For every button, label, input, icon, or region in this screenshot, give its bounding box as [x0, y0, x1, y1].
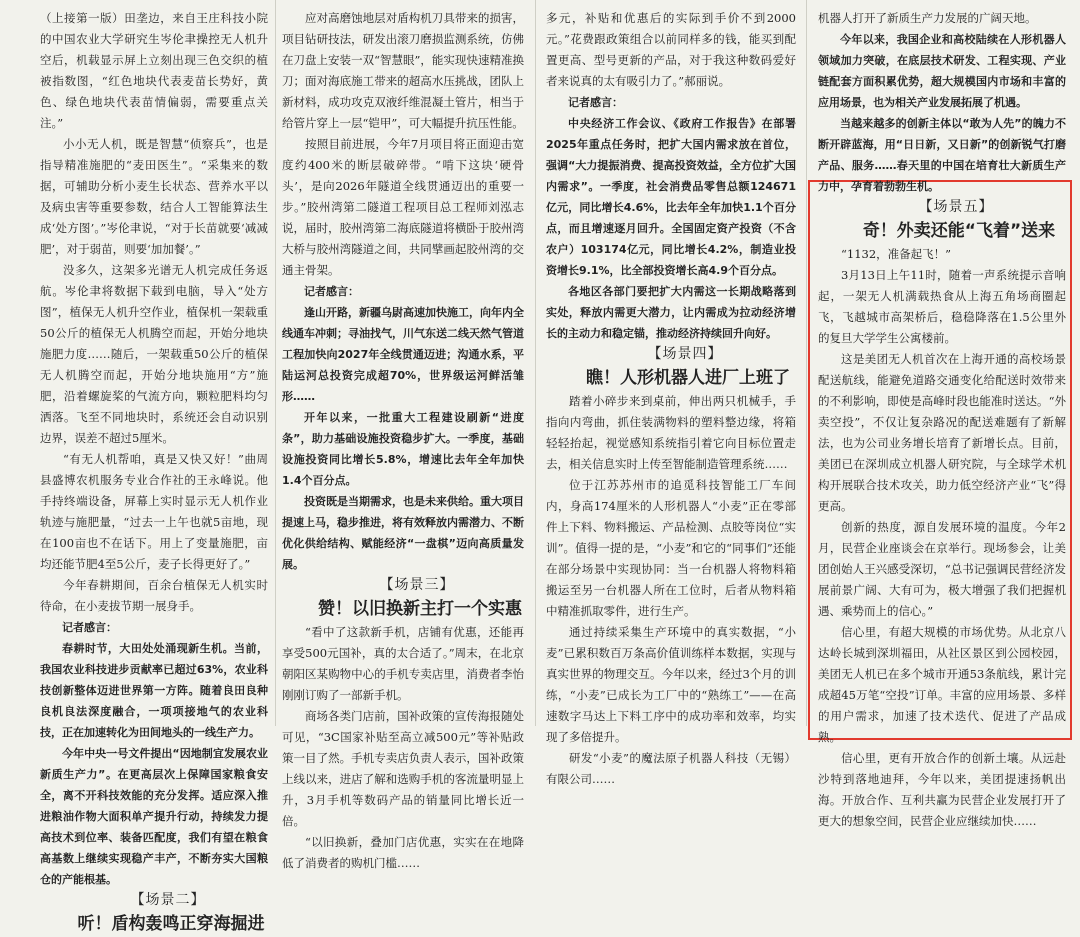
reporter-note-text: 开年以来，一批重大工程建设刷新“进度条”，助力基础设施投资稳步扩大。一季度，基础设施投资同比增长5.8%，增速比去年全年加快1.4个百分点。 [282, 411, 524, 487]
article-paragraph: “以旧换新，叠加门店优惠，实实在在地降低了消费者的购机门槛…… [282, 835, 524, 870]
article-paragraph: 按照目前进展，今年7月项目将正面迎击宽度约400米的断层破碎带。“啃下这块‘硬骨头’，是向2026年隧道全线贯通迈出的重要一步。”胶州湾第二隧道工程项目总工程师刘泓志说，届时，胶州湾第二海底隧道将横卧于胶州湾大桥与胶州湾隧道之间，共同擘画起胶州湾的交通主骨架。 [282, 137, 524, 277]
column-4 [818, 8, 1066, 828]
column-1 [40, 8, 268, 934]
article-paragraph: 商场各类门店前，国补政策的宣传海报随处可见，“3C国家补贴至高立减500元”等补贴政策一目了然。手机专卖店负责人表示，国补政策上线以来，进店了解和选购手机的客流量明显上升，3月手机等数码产品的销量同比增长近一倍。 [282, 709, 524, 828]
reporter-note-text: 逢山开路，新疆乌尉高速加快施工，向年内全线通车冲刺；寻油找气，川气东送二线天然气管道工程加快向2027年全线贯通迈进；沟通水系，平陆运河总投资完成超70%，世界级运河鲜活雏形…… [282, 306, 524, 403]
scene-headline: 奇！外卖还能“飞着”送来 [862, 221, 1056, 241]
article-paragraph: 位于江苏苏州市的追觅科技智能工厂车间内，身高174厘米的人形机器人“小麦”正在零部件上下料、物料搬运、产品检测、点胶等岗位“实训”。值得一提的是，“小麦”和它的“同事们”还能在部分场景中实现协同：当一台机器人将物料箱搬运至另一台机器人所在工位时，后者从物料箱中精准抓取零件，进行生产。 [546, 478, 796, 618]
reporter-note-label: 记者感言： [304, 285, 359, 298]
reporter-note-text: 今年以来，我国企业和高校陆续在人形机器人领域加力突破，在底层技术研发、工程实现、产业链配套方面积累优势，超大规模国内市场和丰富的应用场景，也为相关产业发展拓展了机遇。 [818, 33, 1066, 109]
reporter-note-text: 中央经济工作会议、《政府工作报告》在部署2025年重点任务时，把扩大国内需求放在首位，强调“大力提振消费、提高投资效益，全方位扩大国内需求”。一季度，社会消费品零售总额124671亿元，同比增长4.6%，比去年全年加快1.1个百分点，而且增速逐月回升。全国固定资产投资（不含农户）103174亿元，同比增长4.2%，制造业投资增长9.1%，比全部投资增长高4.9个百分点。 [546, 117, 796, 277]
article-paragraph: 多元，补贴和优惠后的实际到手价不到2000元。”花费跟政策组合以前同样多的钱，能买到配置更高、型号更新的产品，对于我这种数码爱好者来说真的太有吸引力了。”郝丽说。 [546, 11, 796, 88]
article-paragraph: 3月13日上午11时，随着一声系统提示音响起，一架无人机满载热食从上海五角场商圈起飞，飞越城市高架桥后，稳稳降落在1.5公里外的复旦大学学生公寓楼前。 [818, 268, 1066, 345]
scene-tag: 【场景五】 [918, 199, 994, 215]
article-paragraph: （上接第一版）田垄边，来自王庄科技小院的中国农业大学研究生岑伦聿操控无人机升空后，机载显示屏上立刻出现三色交织的植被指数图，“红色地块代表麦苗长势好，黄色、绿色地块代表苗情偏弱，需要重点关注。” [40, 11, 268, 130]
reporter-note-label: 记者感言： [568, 96, 623, 109]
article-paragraph: 信心里，有超大规模的市场优势。从北京八达岭长城到深圳福田，从社区景区到公园校园，美团无人机已在多个城市开通53条航线，累计完成超45万笔“空投”订单。丰富的应用场景、多样的用户需求，加速了技术迭代、促进了产品成熟。 [818, 625, 1066, 744]
scene-tag: 【场景二】 [130, 892, 206, 908]
article-paragraph: 应对高磨蚀地层对盾构机刀具带来的损害，项目钻研技法，研发出滚刀磨损监测系统，仿佛在刀盘上安装一双“智慧眼”，能实现快速精准换刀；面对海底施工带来的超高水压挑战，团队上新材料，成功攻克双液纤维混凝土管片，相当于给管片穿上一层“铠甲”，可大幅提升抗压性能。 [282, 11, 524, 130]
column-3 [546, 8, 796, 786]
article-paragraph: 没多久，这架多光谱无人机完成任务返航。岑伦聿将数据下载到电脑，导入“处方图”，植保无人机升空作业，植保机一架载重50公斤的植保无人机腾空而起，开始分地块施肥力度……随后，一架载重50公斤的植保无人机腾空而起，开始分地块施用“方”施肥，沿着螺旋桨的气流方向，颗粒肥料均匀洒落。飞至不同地块时，系统还会自动识别边界，误差不超过5厘米。 [40, 263, 268, 445]
article-paragraph: 踏着小碎步来到桌前，伸出两只机械手，手指向内弯曲，抓住装满物料的塑料整边缘，将箱轻轻抬起，视觉感知系统指引着它向目标位置走去，相关信息实时上传至智能制造管理系统…… [546, 394, 796, 471]
reporter-note-label: 记者感言： [62, 621, 117, 634]
reporter-note-text: 投资既是当期需求，也是未来供给。重大项目提速上马，稳步推进，将有效释放内需潜力、不断优化供给结构、赋能经济“一盘棋”迈向高质量发展。 [282, 495, 524, 571]
column-rule [806, 0, 807, 726]
article-paragraph: 小小无人机，既是智慧“侦察兵”，也是指导精准施肥的“麦田医生”。“采集来的数据，可辅助分析小麦生长状态、营养水平以及病虫害等重要参数，结合人工智能算法生成‘处方图’。”岑伦聿说，“对于长苗就要‘减减肥’，对于弱苗，则要‘加加餐’。” [40, 137, 268, 256]
column-rule [535, 0, 536, 726]
scene-headline: 听！盾构轰鸣正穿海掘进 [77, 914, 265, 934]
scene-headline: 赞！以旧换新主打一个实惠 [318, 599, 522, 619]
column-2 [282, 8, 524, 870]
reporter-note-text: 当越来越多的创新主体以“敢为人先”的魄力不断开辟蓝海，用“日日新，又日新”的创新锐气打磨产品、服务……春天里的中国在培育壮大新质生产力中，孕育着勃勃生机。 [818, 117, 1066, 193]
scene-tag: 【场景四】 [647, 346, 723, 362]
article-paragraph: 这是美团无人机首次在上海开通的高校场景配送航线，能避免道路交通变化给配送时效带来的不利影响，即使是高峰时段也能准时送达。“外卖空投”，不仅让复杂路况的配送难题有了新解法，也为公司业务增长培育了新增长点。目前，美团已在深圳成立机器人研究院，与全球学术机构开展联合技术攻关，助力低空经济产业“飞”得更高。 [818, 352, 1066, 513]
reporter-note-text: 春耕时节，大田处处涌现新生机。当前，我国农业科技进步贡献率已超过63%，农业科技创新整体迈进世界第一方阵。随着良田良种良机良法深度融合，一项项接地气的农业科技，正在加速转化为田间地头的一线生产力。 [40, 642, 268, 739]
article-paragraph: “有无人机帮咱，真是又快又好！”曲周县盛博农机服务专业合作社的王永峰说。他手持终端设备，屏幕上实时显示无人机作业轨迹与施肥量，“过去一上午也就5亩地，现在100亩也不在话下。用上了变量施肥，亩均还能节肥4至5公斤，麦子长得更好了。” [40, 452, 268, 571]
article-paragraph: “看中了这款新手机，店铺有优惠，还能再享受500元国补，真的太合适了。”周末，在北京朝阳区某购物中心的手机专卖店里，消费者李怡刚刚订购了一部新手机。 [282, 625, 524, 702]
article-paragraph: 今年春耕期间，百余台植保无人机实时待命，在小麦拔节期一展身手。 [40, 578, 268, 613]
scene-headline: 瞧！人形机器人进厂上班了 [586, 368, 790, 388]
article-paragraph: 信心里，更有开放合作的创新土壤。从远赴沙特到落地迪拜，今年以来，美团提速扬帆出海。开放合作、互利共赢为民营企业发展打开了更大的想象空间，民营企业应继续加快…… [818, 751, 1066, 828]
article-paragraph: 创新的热度，源自发展环境的温度。今年2月，民营企业座谈会在京举行。现场参会，让美团创始人王兴感受深切，“总书记强调民营经济发展前景广阔、大有可为，极大增强了我们把握机遇、乘势而上的信心。” [818, 520, 1066, 618]
article-paragraph: 通过持续采集生产环境中的真实数据，“小麦”已累积数百万条高价值训练样本数据，实现与真实世界的物理交互。今年以来，经过3个月的训练，“小麦”已成长为工厂中的“熟练工”——在高速数字马达上下料工序中的成功率和效率，均实现了多倍提升。 [546, 625, 796, 744]
scene-tag: 【场景三】 [379, 577, 455, 593]
reporter-note-text: 今年中央一号文件提出“因地制宜发展农业新质生产力”。在更高层次上保障国家粮食安全，离不开科技效能的充分发挥。适应深入推进粮油作物大面积单产提升行动，持续发力提高技术到位率、装备匹配度，我们有望在粮食高基数上继续实现稳产丰产，不断夯实大国粮仓的产能根基。 [40, 747, 268, 886]
column-rule [275, 0, 276, 726]
article-paragraph: “1132，准备起飞！” [841, 247, 952, 261]
article-paragraph: 研发“小麦”的魔法原子机器人科技（无锡）有限公司…… [546, 751, 796, 786]
reporter-note-text: 各地区各部门要把扩大内需这一长期战略落到实处，释放内需更大潜力，让内需成为拉动经济增长的主动力和稳定锚，推动经济持续回升向好。 [546, 285, 796, 340]
article-paragraph: 机器人打开了新质生产力发展的广阔天地。 [818, 11, 1037, 25]
